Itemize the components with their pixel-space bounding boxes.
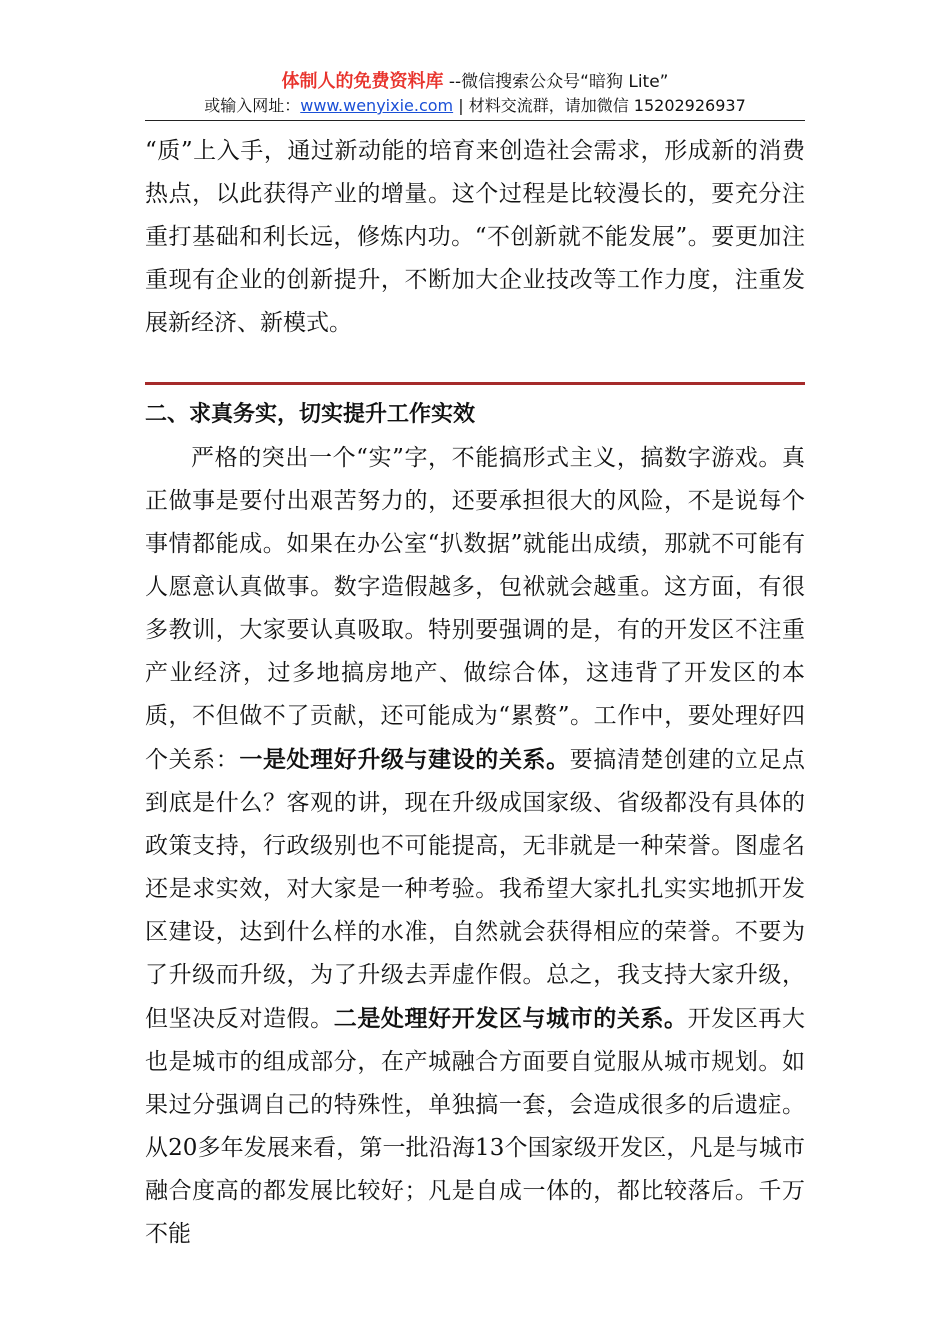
header-brand: 体制人的免费资料库 (281, 71, 444, 92)
paragraph-2-text-3: 开发区再大也是城市的组成部分，在产城融合方面要自觉服从城市规划。如果过分强调自己的特殊性，单独搞一套，会造成很多的后遗症。从20多年发展来看，第一批沿海13个国家级开发区，凡是与城市融合度高的都发展比较好；凡是自成一体的，都比较落后。千万不能 (145, 1006, 806, 1247)
section-divider (145, 382, 805, 385)
paragraph-2-text-1: 严格的突出一个“实”字，不能搞形式主义，搞数字游戏。真正做事是要付出艰苦努力的，还要承担很大的风险，不是说每个事情都能成。如果在办公室“扒数据”就能出成绩，那就不可能有人愿意认真做事。数字造假越多，包袱就会越重。这方面，有很多教训，大家要认真吸取。特别要强调的是，有的开发区不注重产业经济，过多地搞房地产、做综合体，这违背了开发区的本质，不但做不了贡献，还可能成为“累赘”。工作中，要处理好四个关系： (145, 445, 805, 773)
section-heading: 二、求真务实，切实提升工作实效 (145, 402, 476, 427)
header-wechat-note: --微信搜索公众号“暗狗 Lite” (443, 72, 669, 92)
body-paragraph-2 (145, 437, 805, 1256)
header-url-prefix: 或输入网址： (204, 96, 301, 115)
header-line-1 (145, 70, 805, 94)
body-paragraph-1: “质”上入手，通过新动能的培育来创造社会需求，形成新的消费热点，以此获得产业的增量。这个过程是比较漫长的，要充分注重打基础和利长远，修炼内功。“不创新就不能发展”。要更加注重现有企业的创新提升，不断加大企业技改等工作力度，注重发展新经济、新模式。 (145, 138, 805, 336)
header-line-2 (145, 94, 805, 118)
header-url-link[interactable]: www.wenyixie.com (300, 96, 454, 115)
header-divider (145, 120, 805, 121)
header-contact: | 材料交流群，请加微信 15202926937 (453, 96, 746, 115)
paragraph-2-bold-1: 一是处理好升级与建设的关系。 (239, 746, 570, 773)
paragraph-2-text-2: 要搞清楚创建的立足点到底是什么？客观的讲，现在升级成国家级、省级都没有具体的政策支持，行政级别也不可能提高，无非就是一种荣誉。图虚名还是求实效，对大家是一种考验。我希望大家扎扎实实地抓开发区建设，达到什么样的水准，自然就会获得相应的荣誉。不要为了升级而升级，为了升级去弄虚作假。总之，我支持大家升级，但坚决反对造假。 (145, 747, 806, 1032)
page-header (145, 70, 805, 118)
paragraph-2-bold-2: 二是处理好开发区与城市的关系。 (333, 1005, 688, 1032)
